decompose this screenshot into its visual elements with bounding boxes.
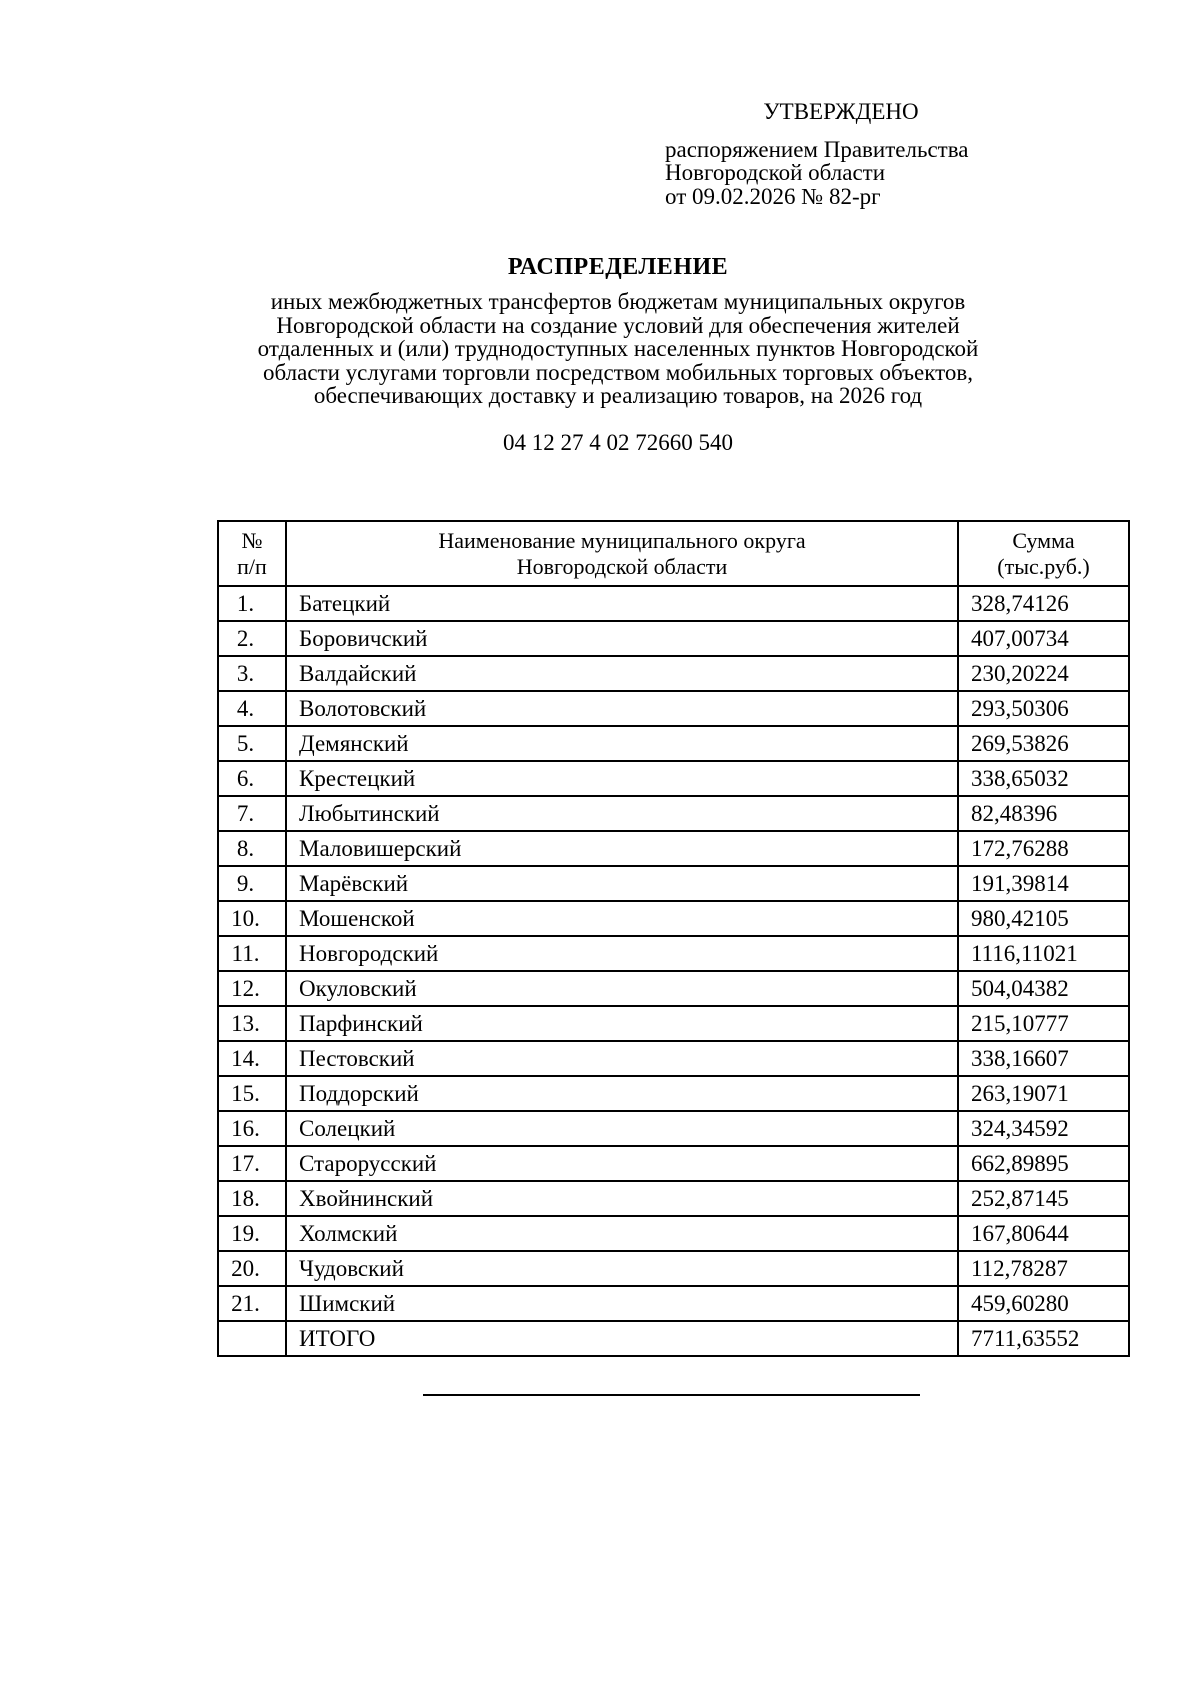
distribution-table-wrap [217,520,1130,1357]
amount-value: 112,78287 [958,1251,1129,1286]
row-number: 2. [218,621,286,656]
row-number: 6. [218,761,286,796]
table-row [218,796,1129,831]
amount-value: 82,48396 [958,796,1129,831]
municipality-name: Солецкий [286,1111,958,1146]
document-subtitle [190,290,1046,408]
municipality-name: Хвойнинский [286,1181,958,1216]
column-header-name [286,521,958,586]
amount-value: 980,42105 [958,901,1129,936]
municipality-name: Боровичский [286,621,958,656]
table-row [218,1006,1129,1041]
amount-value: 263,19071 [958,1076,1129,1111]
row-number: 7. [218,796,286,831]
amount-value: 167,80644 [958,1216,1129,1251]
table-row [218,1076,1129,1111]
row-number: 19. [218,1216,286,1251]
table-header-row [218,521,1129,586]
row-number: 3. [218,656,286,691]
amount-value: 324,34592 [958,1111,1129,1146]
document-subtitle-line: обеспечивающих доставку и реализацию товаров, на 2026 год [313,383,923,408]
row-number: 12. [218,971,286,1006]
table-row [218,971,1129,1006]
municipality-name: Чудовский [286,1251,958,1286]
column-header-number-line2: п/п [237,553,267,579]
amount-value: 328,74126 [958,586,1129,621]
approval-line: от 09.02.2026 № 82-рг [665,183,881,209]
municipality-name: Демянский [286,726,958,761]
amount-value: 191,39814 [958,866,1129,901]
document-subtitle-line: отдаленных и (или) труднодоступных населенных пунктов Новгородской [257,336,979,361]
row-number: 9. [218,866,286,901]
row-number: 20. [218,1251,286,1286]
amount-value: 230,20224 [958,656,1129,691]
amount-value: 215,10777 [958,1006,1129,1041]
table-row [218,1251,1129,1286]
table-row [218,726,1129,761]
table-row [218,936,1129,971]
amount-value: 293,50306 [958,691,1129,726]
approval-line: Новгородской области [665,160,886,185]
amount-value: 662,89895 [958,1146,1129,1181]
municipality-name: Новгородский [286,936,958,971]
municipality-name: Марёвский [286,866,958,901]
amount-value: 172,76288 [958,831,1129,866]
municipality-name: Парфинский [286,1006,958,1041]
municipality-name: Крестецкий [286,761,958,796]
document-subtitle-line: иных межбюджетных трансфертов бюджетам муниципальных округов [270,289,966,314]
table-row [218,691,1129,726]
table-row [218,831,1129,866]
table-row [218,1146,1129,1181]
municipality-name: Валдайский [286,656,958,691]
total-row-empty-cell [218,1321,286,1356]
distribution-table [217,520,1130,1357]
table-row [218,586,1129,621]
municipality-name: Волотовский [286,691,958,726]
row-number: 5. [218,726,286,761]
amount-value: 269,53826 [958,726,1129,761]
amount-value: 338,16607 [958,1041,1129,1076]
table-row [218,1216,1129,1251]
row-number: 18. [218,1181,286,1216]
table-row [218,1041,1129,1076]
document-subtitle-line: области услугами торговли посредством мобильных торговых объектов, [263,359,973,385]
municipality-name: Пестовский [286,1041,958,1076]
row-number: 4. [218,691,286,726]
amount-value: 252,87145 [958,1181,1129,1216]
column-header-sum-line2: (тыс.руб.) [997,553,1090,579]
budget-classification-code: 04 12 27 4 02 72660 540 [503,430,733,455]
amount-value: 1116,11021 [958,936,1129,971]
amount-value: 407,00734 [958,621,1129,656]
table-row [218,1181,1129,1216]
total-row [218,1321,1129,1356]
municipality-name: Шимский [286,1286,958,1321]
amount-value: 338,65032 [958,761,1129,796]
row-number: 17. [218,1146,286,1181]
column-header-number-line1: № [241,527,263,553]
total-label: ИТОГО [286,1321,958,1356]
column-header-number [218,521,286,586]
municipality-name: Поддорский [286,1076,958,1111]
column-header-name-line1: Наименование муниципального округа [438,527,806,553]
table-row [218,761,1129,796]
table-row [218,656,1129,691]
total-amount: 7711,63552 [958,1321,1129,1356]
column-header-name-line2: Новгородской области [516,553,728,579]
row-number: 11. [218,936,286,971]
municipality-name: Маловишерский [286,831,958,866]
approval-line: распоряжением Правительства [665,136,969,162]
approval-lines [665,138,1017,209]
table-row [218,901,1129,936]
table-row [218,621,1129,656]
document-subtitle-line: Новгородской области на создание условий для обеспечения жителей [276,312,960,338]
signature-separator-line [423,1394,920,1396]
approval-block [665,100,1017,208]
amount-value: 459,60280 [958,1286,1129,1321]
municipality-name: Мошенской [286,901,958,936]
municipality-name: Холмский [286,1216,958,1251]
row-number: 14. [218,1041,286,1076]
row-number: 21. [218,1286,286,1321]
municipality-name: Старорусский [286,1146,958,1181]
row-number: 15. [218,1076,286,1111]
row-number: 8. [218,831,286,866]
table-row [218,866,1129,901]
column-header-sum-line1: Сумма [1012,527,1075,553]
amount-value: 504,04382 [958,971,1129,1006]
table-row [218,1286,1129,1321]
row-number: 10. [218,901,286,936]
row-number: 13. [218,1006,286,1041]
column-header-sum [958,521,1129,586]
approval-title: УТВЕРЖДЕНО [763,99,919,124]
row-number: 16. [218,1111,286,1146]
municipality-name: Любытинский [286,796,958,831]
municipality-name: Батецкий [286,586,958,621]
row-number: 1. [218,586,286,621]
document-title: РАСПРЕДЕЛЕНИЕ [507,254,729,280]
table-row [218,1111,1129,1146]
municipality-name: Окуловский [286,971,958,1006]
